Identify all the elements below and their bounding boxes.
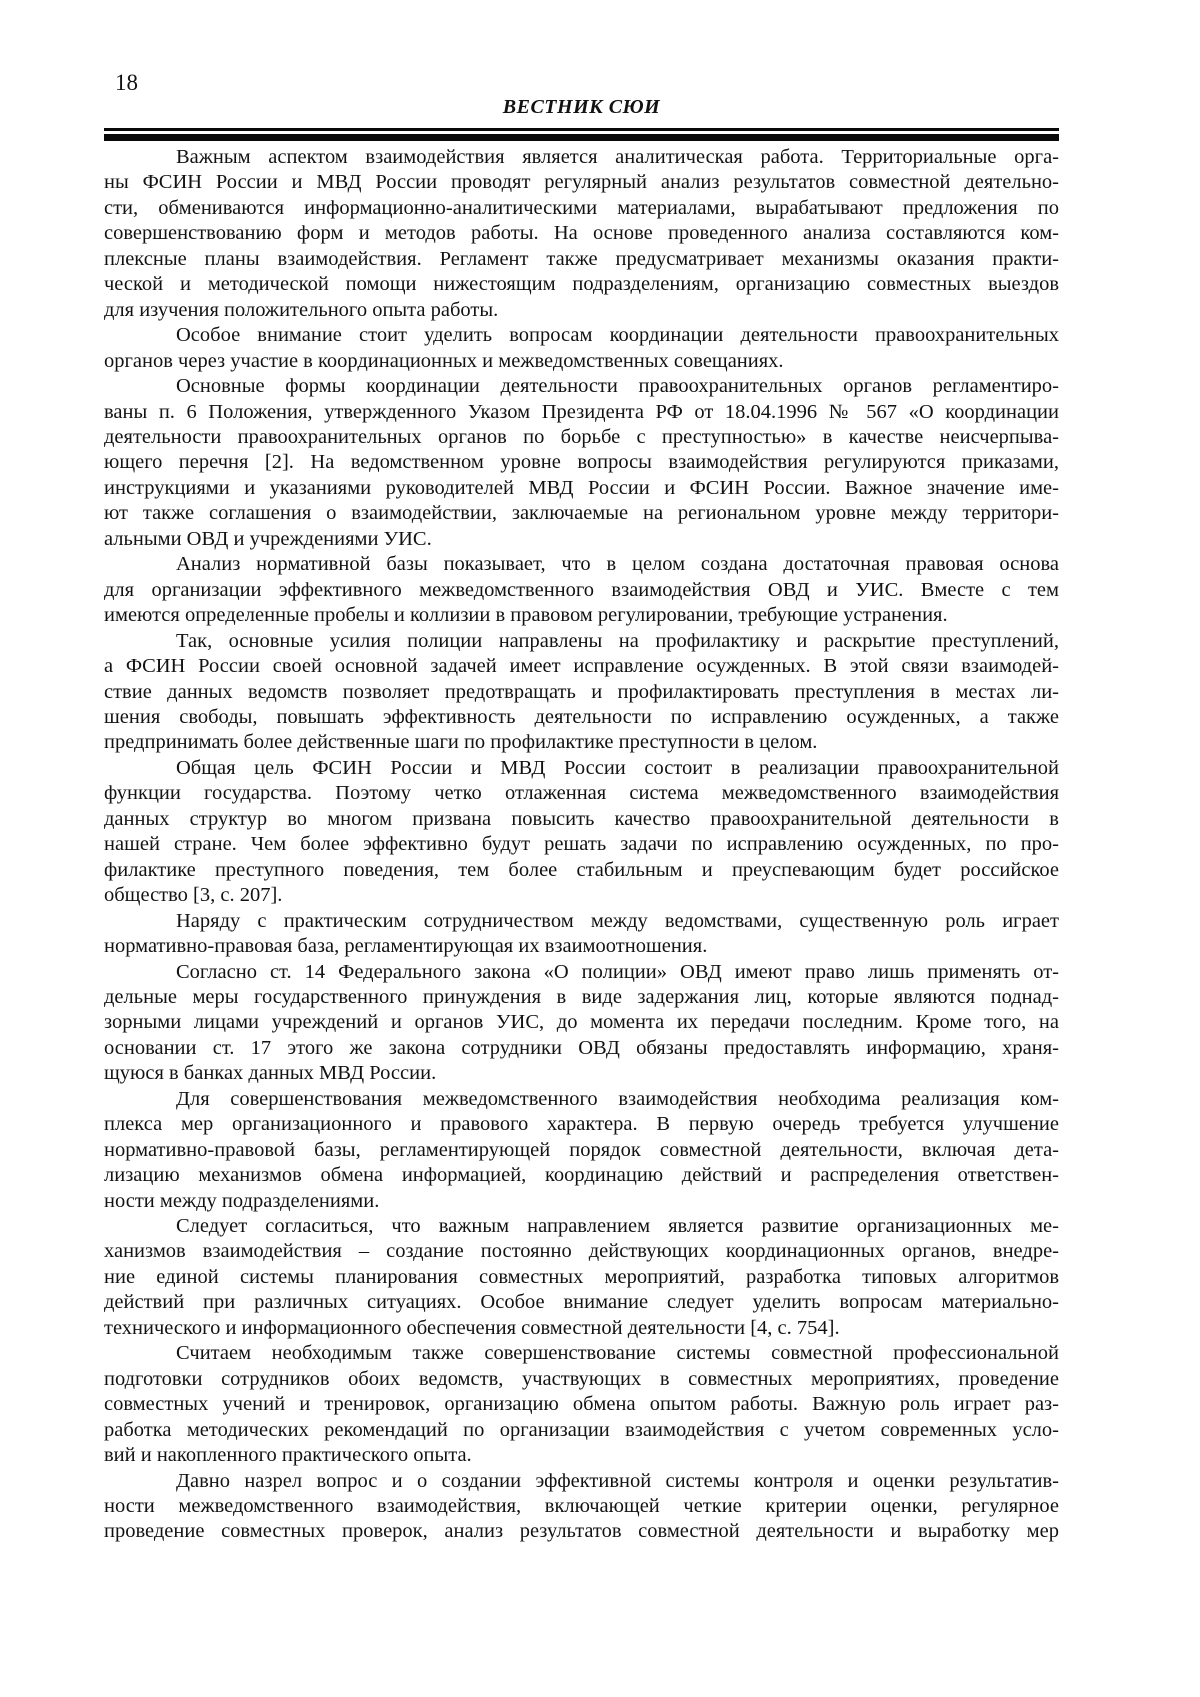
paragraph-line: имеются определенные пробелы и коллизии в правовом регулировании, требующие устранения. — [104, 604, 948, 627]
paragraph-line: Анализ нормативной базы показывает, что в целом создана достаточная правовая основа — [176, 553, 1059, 576]
paragraph-line: ности между подразделениями. — [104, 1189, 380, 1212]
paragraph-line: инструкциями и указаниями руководителей МВД России и ФСИН России. Важное значение име- — [104, 476, 1059, 499]
paragraph-line: для изучения положительного опыта работы. — [104, 298, 499, 321]
paragraph-line: Следует согласиться, что важным направлением является развитие организационных ме- — [176, 1215, 1059, 1238]
page-number: 18 — [115, 70, 138, 95]
running-header-title: ВЕСТНИК СЮИ — [502, 96, 661, 118]
paragraph-line: Согласно ст. 14 Федерального закона «О полиции» ОВД имеют право лишь применять от- — [176, 960, 1059, 983]
article-body — [104, 145, 1059, 1545]
paragraph-line: ческой и методической помощи нижестоящим подразделениям, организацию совместных выездов — [104, 273, 1059, 296]
paragraph-line: Давно назрел вопрос и о создании эффективной системы контроля и оценки результатив- — [176, 1469, 1059, 1492]
paragraph-line: совершенствованию форм и методов работы. На основе проведенного анализа составляются ком- — [104, 222, 1059, 245]
paragraph-line: дельные меры государственного принуждения в виде задержания лиц, которые являются поднад- — [104, 985, 1059, 1008]
paragraph-line: Основные формы координации деятельности правоохранительных органов регламентиро- — [176, 375, 1059, 398]
text-column — [104, 0, 1059, 1545]
paragraph-line: функции государства. Поэтому четко отлаженная система межведомственного взаимодействия — [104, 782, 1059, 805]
paragraph-line: Особое внимание стоит уделить вопросам координации деятельности правоохранительных — [176, 324, 1059, 347]
paragraph-line: Важным аспектом взаимодействия является аналитическая работа. Территориальные орга- — [176, 146, 1059, 168]
paragraph-line: а ФСИН России своей основной задачей имеет исправление осужденных. В этой связи взаимодей- — [104, 655, 1059, 678]
paragraph-line: Общая цель ФСИН России и МВД России состоит в реализации правоохранительной — [176, 756, 1059, 779]
paragraph-line: предпринимать более действенные шаги по профилактике преступности в целом. — [104, 731, 818, 754]
paragraph-line: Считаем необходимым также совершенствование системы совместной профессиональной — [176, 1342, 1059, 1365]
paragraph-line: Для совершенствования межведомственного взаимодействия необходима реализация ком- — [176, 1087, 1059, 1110]
paragraph-line: действий при различных ситуациях. Особое внимание следует уделить вопросам материально- — [104, 1291, 1059, 1314]
paragraph-line: нормативно-правовой базы, регламентирующей порядок совместной деятельности, включая дета- — [104, 1138, 1059, 1161]
paragraph-line: ние единой системы планирования совместных мероприятий, разработка типовых алгоритмов — [104, 1265, 1059, 1288]
paragraph-line: проведение совместных проверок, анализ результатов совместной деятельности и выработку мер — [104, 1520, 1059, 1543]
paragraph-line: ствие данных ведомств позволяет предотвращать и профилактировать преступления в местах ли- — [104, 680, 1059, 703]
paragraph-line: Наряду с практическим сотрудничеством между ведомствами, существенную роль играет — [176, 909, 1059, 932]
paragraph-line: сти, обмениваются информационно-аналитическими материалами, вырабатывают предложения по — [104, 196, 1059, 219]
paragraph-line: ности межведомственного взаимодействия, включающей четкие критерии оценки, регулярное — [104, 1495, 1059, 1518]
paragraph-line: ют также соглашения о взаимодействии, заключаемые на региональном уровне между территори- — [104, 502, 1059, 525]
paragraph-line: ющего перечня [2]. На ведомственном уровне вопросы взаимодействия регулируются приказами, — [104, 451, 1059, 474]
paragraph-line: Так, основные усилия полиции направлены на профилактику и раскрытие преступлений, — [176, 629, 1059, 652]
paragraph-line: зорными лицами учреждений и органов УИС, до момента их передачи последним. Кроме того, на — [104, 1011, 1059, 1034]
paragraph-line: для организации эффективного межведомственного взаимодействия ОВД и УИС. Вместе с тем — [104, 578, 1059, 601]
paragraph-line: ваны п. 6 Положения, утвержденного Указом Президента РФ от 18.04.1996 № 567 «О координации — [104, 400, 1059, 423]
paragraph-line: лизацию механизмов обмена информацией, координацию действий и распределения ответствен- — [104, 1164, 1059, 1187]
paragraph-line: вий и накопленного практического опыта. — [104, 1444, 472, 1467]
paragraph-line: деятельности правоохранительных органов по борьбе с преступностью» в качестве неисчерпыва- — [104, 425, 1059, 448]
paragraph-line: общество [3, с. 207]. — [104, 884, 283, 907]
paragraph-line: плексные планы взаимодействия. Регламент также предусматривает механизмы оказания практи- — [104, 247, 1059, 270]
paragraph-line: органов через участие в координационных и межведомственных совещаниях. — [104, 349, 784, 372]
paragraph-line: плекса мер организационного и правового характера. В первую очередь требуется улучшение — [104, 1113, 1059, 1136]
paragraph-line: ханизмов взаимодействия – создание постоянно действующих координационных органов, внедре- — [104, 1240, 1059, 1263]
paragraph-line: щуюся в банках данных МВД России. — [104, 1062, 437, 1085]
paragraph-line: нашей стране. Чем более эффективно будут решать задачи по исправлению осужденных, по про- — [104, 833, 1059, 856]
paragraph-line: работка методических рекомендаций по организации взаимодействия с учетом современных усло- — [104, 1418, 1059, 1441]
paragraph-line: нормативно-правовая база, регламентирующая их взаимоотношения. — [104, 935, 708, 958]
paragraph-line: подготовки сотрудников обоих ведомств, участвующих в совместных мероприятиях, проведение — [104, 1367, 1059, 1390]
paragraph-line: совместных учений и тренировок, организацию обмена опытом работы. Важную роль играет раз- — [104, 1393, 1059, 1416]
paragraph-line: альными ОВД и учреждениями УИС. — [104, 527, 432, 550]
header-rule — [104, 128, 1059, 141]
paragraph-line: ны ФСИН России и МВД России проводят регулярный анализ результатов совместной деятельно- — [104, 171, 1059, 194]
paragraph-line: основании ст. 17 этого же закона сотрудники ОВД обязаны предоставлять информацию, храня- — [104, 1036, 1059, 1059]
paragraph-line: данных структур во многом призвана повысить качество правоохранительной деятельности в — [104, 807, 1059, 830]
paragraph-line: технического и информационного обеспечения совместной деятельности [4, с. 754]. — [104, 1316, 840, 1339]
paragraph-line: шения свободы, повышать эффективность деятельности по исправлению осужденных, а также — [104, 705, 1059, 728]
paragraph-line: филактике преступного поведения, тем более стабильным и преуспевающим будет российское — [104, 858, 1059, 881]
